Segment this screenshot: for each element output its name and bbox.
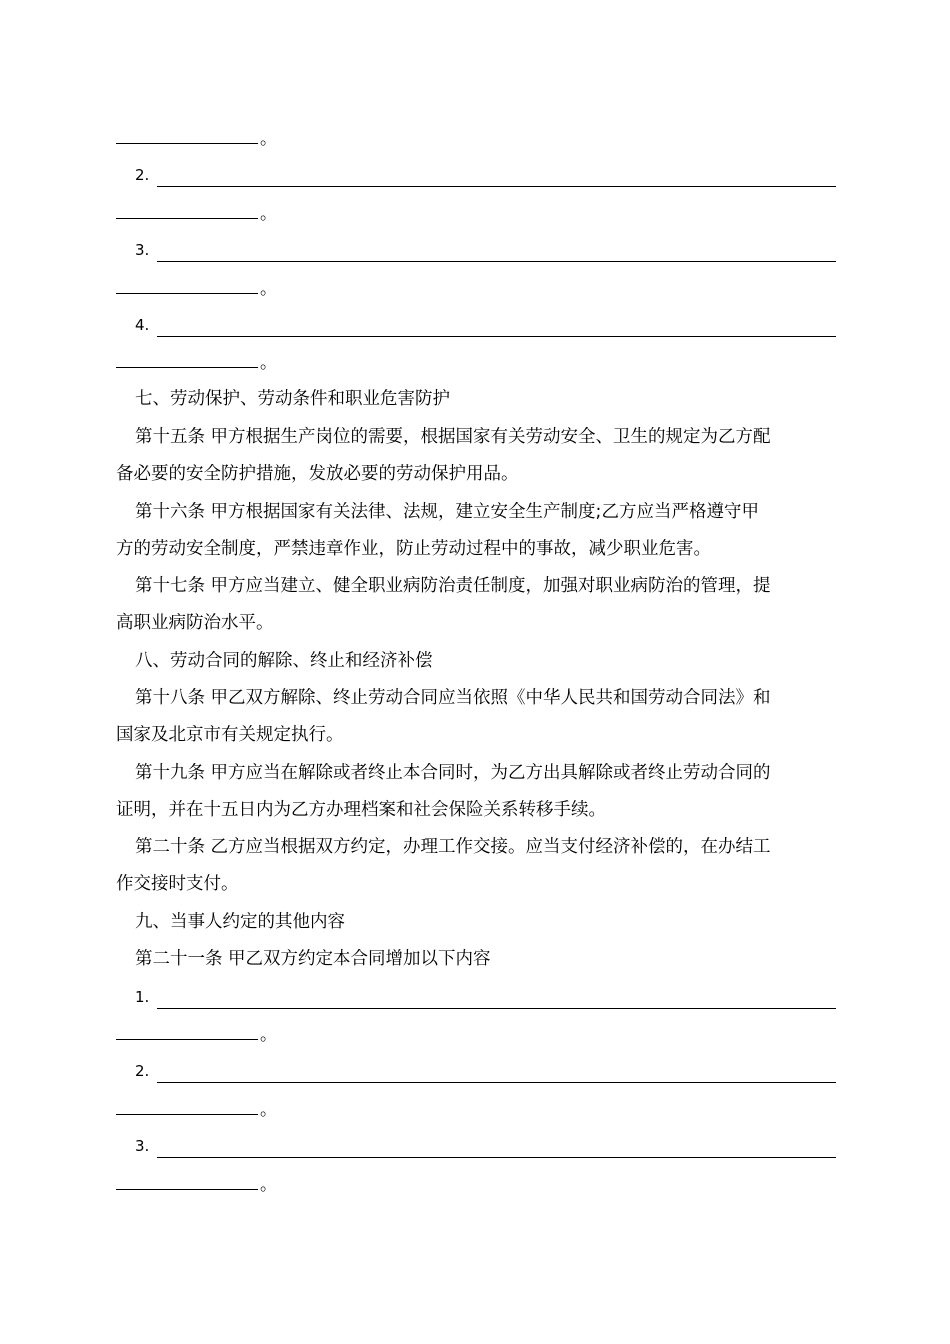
fill-in-blank-line bbox=[116, 1022, 836, 1046]
article-20-line-1: 第二十条 乙方应当根据双方约定，办理工作交接。应当支付经济补偿的，在办结工 bbox=[135, 837, 771, 857]
blank-underline[interactable] bbox=[116, 276, 258, 294]
section-heading: 八、劳动合同的解除、终止和经济补偿 bbox=[135, 651, 433, 671]
fill-in-blank-line bbox=[116, 276, 836, 300]
period: 。 bbox=[260, 353, 277, 373]
article-19-line-1: 第十九条 甲方应当在解除或者终止本合同时，为乙方出具解除或者终止劳动合同的 bbox=[135, 763, 771, 783]
article-18-line-1: 第十八条 甲乙双方解除、终止劳动合同应当依照《中华人民共和国劳动合同法》和 bbox=[135, 688, 771, 708]
blank-underline[interactable] bbox=[157, 169, 836, 187]
blank-underline[interactable] bbox=[116, 201, 258, 219]
period: 。 bbox=[260, 129, 277, 149]
blank-underline[interactable] bbox=[157, 244, 836, 262]
blank-underline[interactable] bbox=[116, 1022, 258, 1040]
blank-underline[interactable] bbox=[157, 1140, 836, 1158]
section-heading: 九、当事人约定的其他内容 bbox=[135, 912, 345, 932]
article-15-line-1: 第十五条 甲方根据生产岗位的需要，根据国家有关劳动安全、卫生的规定为乙方配 bbox=[135, 427, 771, 447]
article-17-line-2: 高职业病防治水平。 bbox=[116, 613, 274, 633]
item-number: 2. bbox=[135, 166, 150, 184]
item-number: 3. bbox=[135, 1137, 150, 1155]
fill-in-blank-line bbox=[116, 1097, 836, 1121]
blank-underline[interactable] bbox=[157, 1065, 836, 1083]
numbered-blank-item bbox=[135, 985, 836, 1009]
period: 。 bbox=[260, 204, 277, 224]
period: 。 bbox=[260, 1175, 277, 1195]
article-20-line-2: 作交接时支付。 bbox=[116, 874, 239, 894]
period: 。 bbox=[260, 279, 277, 299]
numbered-blank-item bbox=[135, 238, 836, 262]
blank-underline[interactable] bbox=[116, 126, 258, 144]
numbered-blank-item bbox=[135, 313, 836, 337]
blank-underline[interactable] bbox=[116, 1172, 258, 1190]
numbered-blank-item bbox=[135, 1134, 836, 1158]
fill-in-blank-line bbox=[116, 201, 836, 225]
item-number: 1. bbox=[135, 988, 150, 1006]
article-16-line-2: 方的劳动安全制度，严禁违章作业，防止劳动过程中的事故，减少职业危害。 bbox=[116, 539, 711, 559]
article-21-line-1: 第二十一条 甲乙双方约定本合同增加以下内容 bbox=[135, 949, 491, 969]
article-17-line-1: 第十七条 甲方应当建立、健全职业病防治责任制度，加强对职业病防治的管理，提 bbox=[135, 576, 771, 596]
item-number: 4. bbox=[135, 316, 150, 334]
article-15-line-2: 备必要的安全防护措施，发放必要的劳动保护用品。 bbox=[116, 464, 519, 484]
article-19-line-2: 证明，并在十五日内为乙方办理档案和社会保险关系转移手续。 bbox=[116, 800, 606, 820]
blank-underline[interactable] bbox=[157, 319, 836, 337]
blank-underline[interactable] bbox=[116, 350, 258, 368]
period: 。 bbox=[260, 1025, 277, 1045]
fill-in-blank-line bbox=[116, 350, 836, 374]
numbered-blank-item bbox=[135, 163, 836, 187]
item-number: 3. bbox=[135, 241, 150, 259]
section-heading: 七、劳动保护、劳动条件和职业危害防护 bbox=[135, 389, 450, 409]
fill-in-blank-line bbox=[116, 126, 836, 150]
numbered-blank-item bbox=[135, 1059, 836, 1083]
blank-underline[interactable] bbox=[116, 1097, 258, 1115]
fill-in-blank-line bbox=[116, 1172, 836, 1196]
blank-underline[interactable] bbox=[157, 991, 836, 1009]
article-18-line-2: 国家及北京市有关规定执行。 bbox=[116, 725, 344, 745]
article-16-line-1: 第十六条 甲方根据国家有关法律、法规，建立安全生产制度;乙方应当严格遵守甲 bbox=[135, 502, 759, 522]
item-number: 2. bbox=[135, 1062, 150, 1080]
period: 。 bbox=[260, 1100, 277, 1120]
